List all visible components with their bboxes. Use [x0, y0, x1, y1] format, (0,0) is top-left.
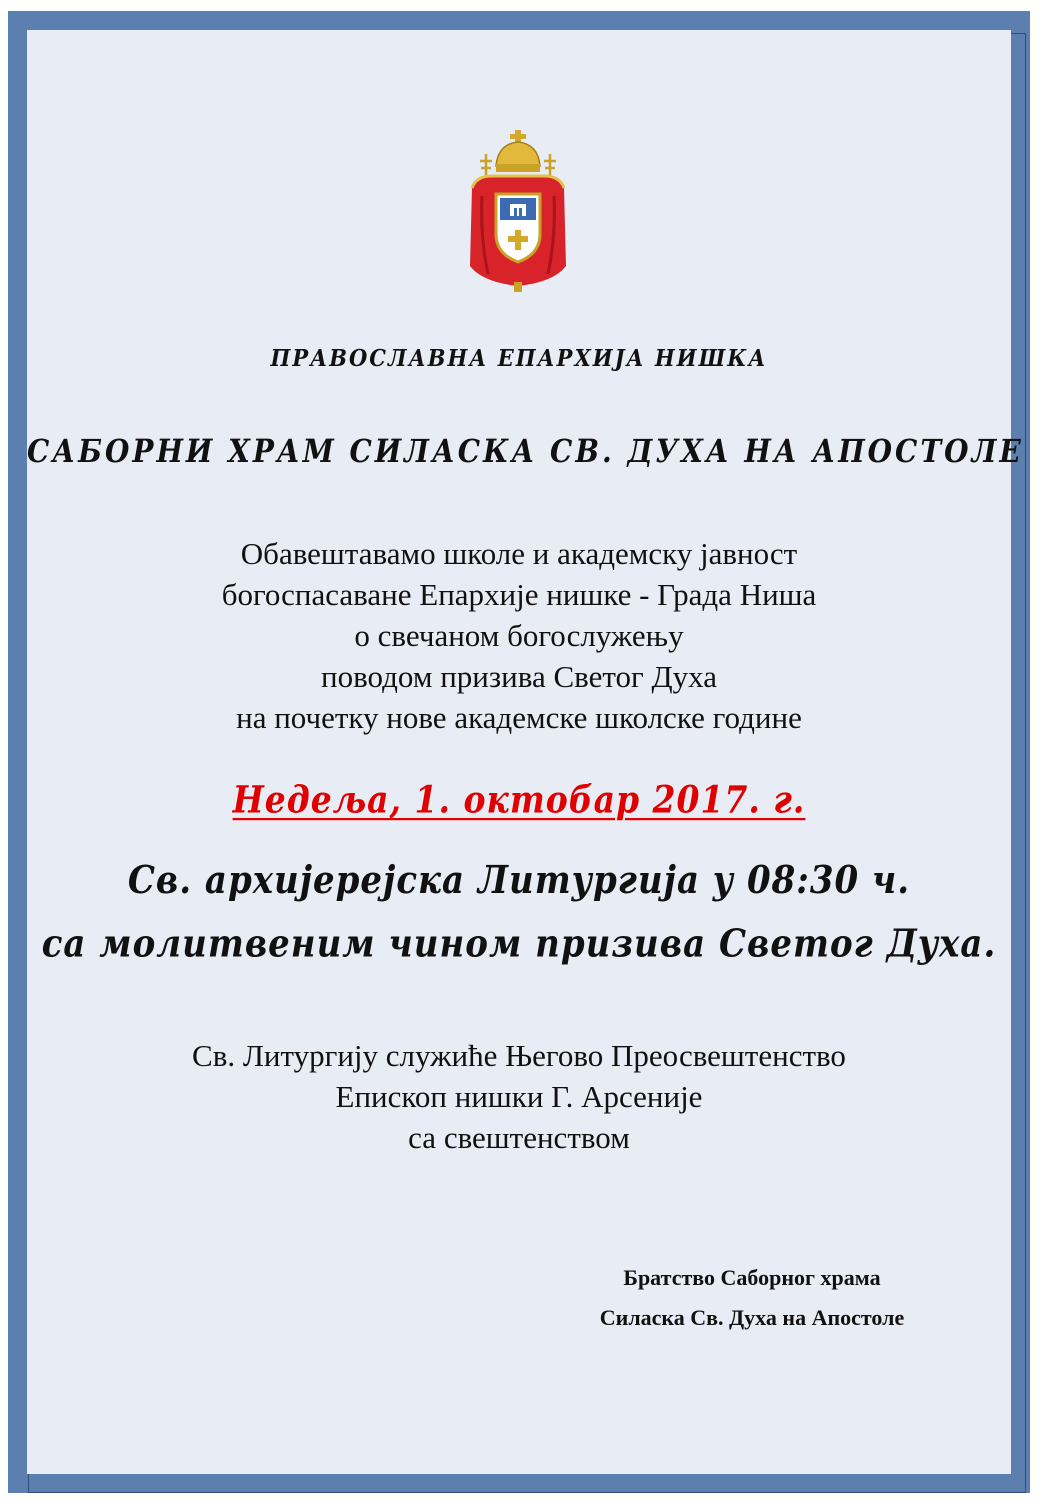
- announcement-line: на почетку нове академске школске године: [236, 700, 802, 735]
- invitation-page: [27, 30, 1024, 1474]
- cathedral-title: САБОРНИ ХРАМ СИЛАСКА СВ. ДУХА НА АПОСТОЛЕ: [27, 433, 1024, 470]
- event-date: [27, 778, 1011, 822]
- diocese-title: ПРАВОСЛАВНА ЕПАРХИЈА НИШКА: [270, 343, 768, 372]
- announcement-line: Обавештавамо школе и академску јавност: [240, 536, 798, 571]
- coat-of-arms-icon: [458, 126, 578, 296]
- event-date-text: Недеља, 1. октобар 2017. г.: [232, 777, 806, 822]
- service-text: [27, 849, 1011, 977]
- signature-block: [527, 1258, 977, 1338]
- celebrant-text: [27, 1035, 1011, 1158]
- service-line: са молитвеним чином призива Светог Духа.: [41, 921, 997, 967]
- signature-line: Силаска Св. Духа на Апостоле: [599, 1305, 905, 1330]
- announcement-line: поводом призива Светог Духа: [321, 659, 717, 694]
- service-line: Св. архијерејска Литургија у 08:30 ч.: [127, 858, 911, 903]
- signature-line: Братство Саборног храма: [623, 1265, 881, 1290]
- celebrant-line: са свештенством: [408, 1120, 630, 1155]
- celebrant-line: Епископ нишки Г. Арсеније: [335, 1079, 703, 1114]
- celebrant-line: Св. Литургију служиће Његово Преосвештенство: [192, 1038, 846, 1073]
- announcement-line: богоспасаване Епархије нишке - Града Ниша: [221, 577, 817, 612]
- announcement-text: [27, 533, 1011, 738]
- announcement-line: о свечаном богослужењу: [354, 618, 684, 653]
